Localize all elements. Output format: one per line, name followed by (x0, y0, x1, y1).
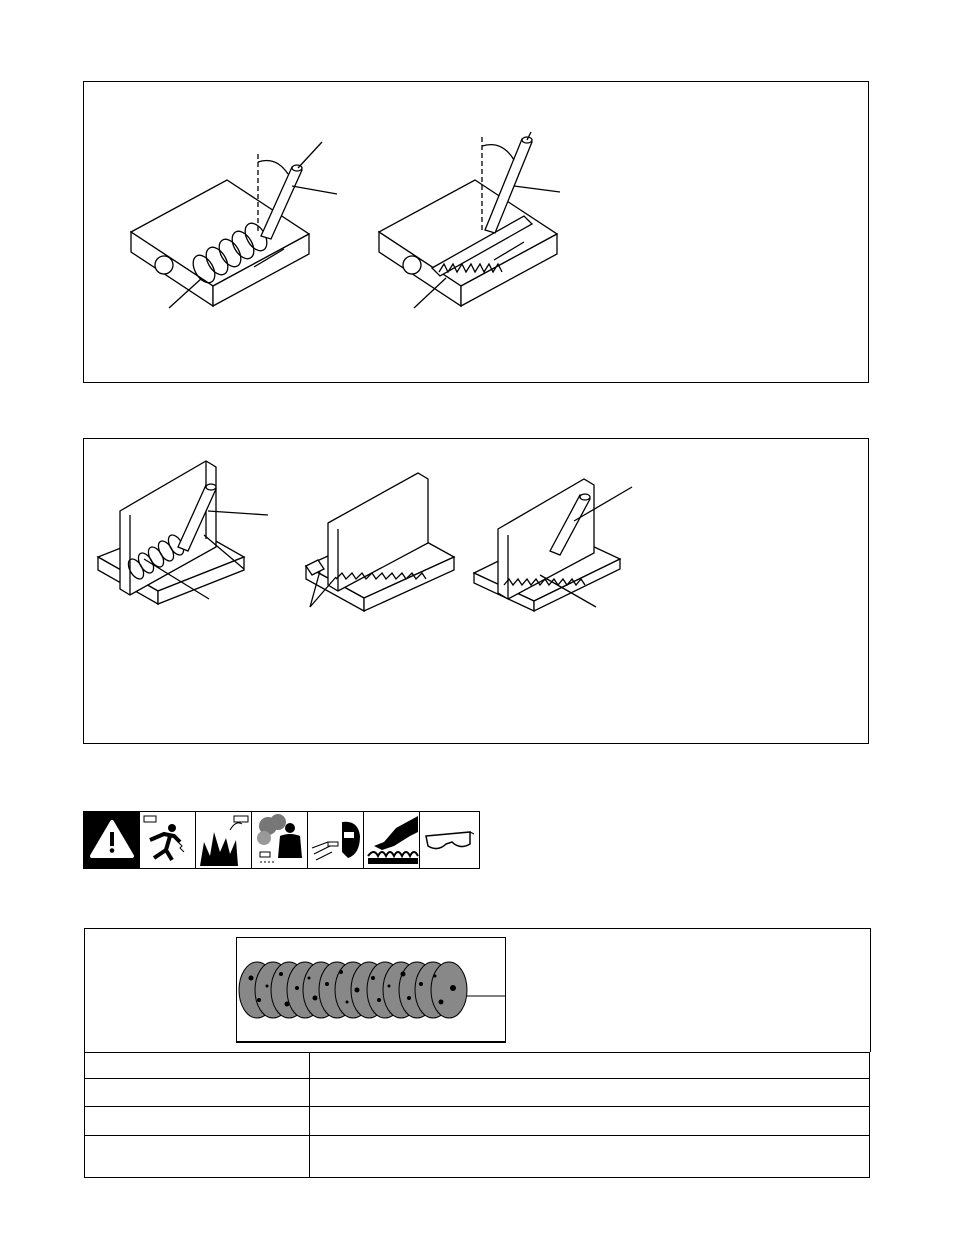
plate-weave (131, 142, 337, 308)
fumes-gases-icon (252, 812, 308, 868)
fillet-stringer-panel (474, 479, 632, 611)
table-row (85, 1107, 870, 1136)
table-row (85, 1136, 870, 1178)
plate-stringer (379, 132, 560, 308)
figure-bead-types (83, 81, 869, 383)
table-row (85, 1053, 870, 1079)
figure-fillet-welds (83, 438, 869, 744)
fillet-end-view-panel (306, 473, 454, 611)
arc-rays-icon (308, 812, 364, 868)
safety-icon-strip (83, 811, 480, 869)
hot-parts-icon (364, 812, 420, 868)
fillet-drawing (84, 439, 868, 743)
porosity-table (84, 1052, 870, 1178)
fire-explosion-icon (196, 812, 252, 868)
table-row (85, 1079, 870, 1107)
safety-glasses-icon (420, 812, 476, 868)
warning-icon (84, 812, 140, 868)
porosity-figure-box (84, 928, 871, 1052)
electric-shock-icon (140, 812, 196, 868)
porosity-illustration (236, 937, 506, 1043)
bead-drawing (84, 82, 868, 382)
fillet-weave-panel (98, 461, 268, 604)
